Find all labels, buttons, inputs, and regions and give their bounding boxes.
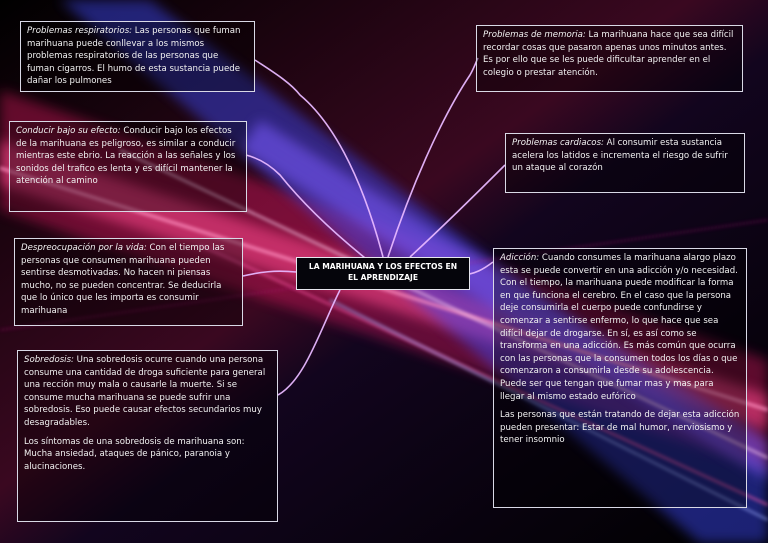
node-problemas-memoria <box>476 25 743 92</box>
node-text: Con el tiempo las personas que consumen marihuana pueden sentirse desmotivadas. No hacen ni piensas mucho, no se pueden concentrar. Se deducirla que lo único que les importa es consumir marihuana <box>21 243 225 316</box>
node-text: Las personas que fuman marihuana puede conllevar a los mismos problemas respiratorios de las personas que fuman cigarros. El humo de esta sustancia puede dañar los pulmones <box>27 26 241 87</box>
node-title: Despreocupación por la vida: <box>21 243 147 253</box>
node-adiccion <box>493 248 747 508</box>
node-text-2: Las personas que están tratando de dejar esta adicción pueden presentar: Estar de mal humor, nerviosismo y tener insomnio <box>500 410 740 446</box>
node-text: Al consumir esta sustancia acelera los latidos e incrementa el riesgo de sufrir un ataque al corazón <box>512 138 728 174</box>
node-title: Problemas respiratorios: <box>27 26 133 36</box>
node-title: Adicción: <box>500 253 540 263</box>
node-despreocupacion <box>14 238 243 326</box>
central-topic <box>296 257 470 290</box>
node-text-2: Los síntomas de una sobredosis de marihuana son: Mucha ansiedad, ataques de pánico, paranoia y alucinaciones. <box>24 436 245 472</box>
node-text: Cuando consumes la marihuana alargo plazo esta se puede convertir en una adicción y/o necesidad. Con el tiempo, la marihuana puede modificar la forma en que funciona el cerebro. En el caso que la persona deje consumirla el cuerpo puede confundirse y comenzar a sentirse enfermo, lo que hace que sea difícil dejar de drogarse. En sí, es así como se transforma en una adicción. Es más común que ocurra con las personas que la consumen todos los días o que comenzaron a consumirla desde su adolescencia. Puede ser que tengan que fumar mas y mas para llegar al mismo estado eufórico <box>500 253 738 402</box>
node-text: Una sobredosis ocurre cuando una persona consume una cantidad de droga suficiente para general una rección muy mala o causarle la muerte. Si se consume mucha marihuana se puede sufrir una sobredosis. Eso puede causar efectos secundarios muy desagradables. <box>24 355 266 428</box>
node-title: Sobredosis: <box>24 355 74 365</box>
node-title: Problemas de memoria: <box>483 30 586 40</box>
node-text: La marihuana hace que sea difícil recordar cosas que pasaron apenas unos minutos antes. Es por ello que se les puede dificultar aprender en el colegio o prestar atención. <box>483 30 734 78</box>
node-problemas-cardiacos <box>505 133 745 193</box>
node-title: Conducir bajo su efecto: <box>16 126 121 136</box>
node-conducir-bajo-efecto <box>9 121 247 212</box>
node-sobredosis <box>17 350 278 522</box>
node-problemas-respiratorios <box>20 21 255 92</box>
central-topic-title: LA MARIHUANA Y LOS EFECTOS EN EL APRENDIZAJE <box>308 262 458 282</box>
node-text: Conducir bajo los efectos de la marihuana es peligroso, es similar a conducir mientras este ebrio. La reacción a las señales y los sonidos del trafico es lenta y es difícil mantener la atención al camino <box>16 126 236 187</box>
node-title: Problemas cardiacos: <box>512 138 604 148</box>
